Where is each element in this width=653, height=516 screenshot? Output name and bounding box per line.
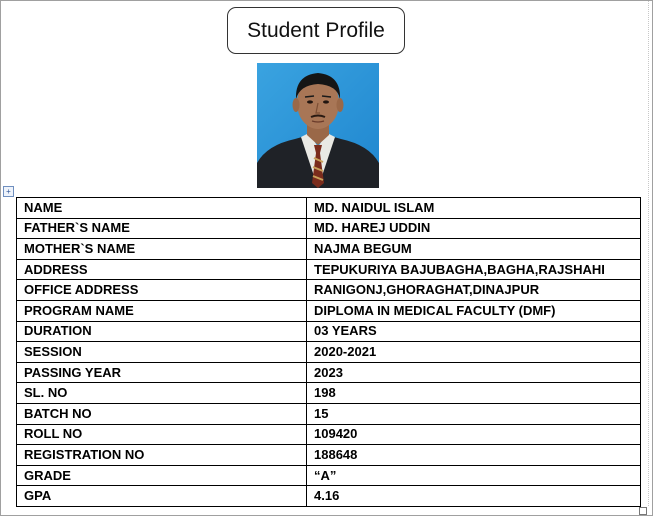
field-label: BATCH NO: [17, 403, 307, 424]
field-value: 2020-2021: [307, 342, 641, 363]
margin-guide: [648, 1, 649, 506]
field-label: SL. NO: [17, 383, 307, 404]
field-label: SESSION: [17, 342, 307, 363]
field-value: “A”: [307, 465, 641, 486]
field-label: ROLL NO: [17, 424, 307, 445]
field-value: 4.16: [307, 486, 641, 507]
table-row: [17, 239, 641, 260]
field-label: PASSING YEAR: [17, 362, 307, 383]
page-title: Student Profile: [227, 7, 405, 54]
table-move-handle-icon[interactable]: +: [3, 186, 14, 197]
field-value: 15: [307, 403, 641, 424]
field-value: 188648: [307, 445, 641, 466]
field-value: RANIGONJ,GHORAGHAT,DINAJPUR: [307, 280, 641, 301]
table-row: [17, 342, 641, 363]
table-row: [17, 300, 641, 321]
table-row: [17, 445, 641, 466]
field-value: 03 YEARS: [307, 321, 641, 342]
table-row: [17, 465, 641, 486]
field-value: TEPUKURIYA BAJUBAGHA,BAGHA,RAJSHAHI: [307, 259, 641, 280]
table-row: [17, 383, 641, 404]
field-label: ADDRESS: [17, 259, 307, 280]
field-label: OFFICE ADDRESS: [17, 280, 307, 301]
field-label: NAME: [17, 198, 307, 219]
table-row: [17, 280, 641, 301]
field-value: MD. HAREJ UDDIN: [307, 218, 641, 239]
field-label: MOTHER`S NAME: [17, 239, 307, 260]
field-label: FATHER`S NAME: [17, 218, 307, 239]
field-label: REGISTRATION NO: [17, 445, 307, 466]
table-row: [17, 218, 641, 239]
field-label: DURATION: [17, 321, 307, 342]
table-row: [17, 321, 641, 342]
field-label: GPA: [17, 486, 307, 507]
table-row: [17, 424, 641, 445]
table-row: [17, 198, 641, 219]
table-row: [17, 259, 641, 280]
student-photo: [257, 63, 379, 188]
field-value: DIPLOMA IN MEDICAL FACULTY (DMF): [307, 300, 641, 321]
field-value: 109420: [307, 424, 641, 445]
table-resize-handle[interactable]: [639, 507, 647, 515]
field-value: NAJMA BEGUM: [307, 239, 641, 260]
table-row: [17, 486, 641, 507]
field-label: PROGRAM NAME: [17, 300, 307, 321]
field-value: MD. NAIDUL ISLAM: [307, 198, 641, 219]
field-value: 2023: [307, 362, 641, 383]
table-row: [17, 362, 641, 383]
profile-table: [16, 197, 641, 507]
field-value: 198: [307, 383, 641, 404]
field-label: GRADE: [17, 465, 307, 486]
table-row: [17, 403, 641, 424]
